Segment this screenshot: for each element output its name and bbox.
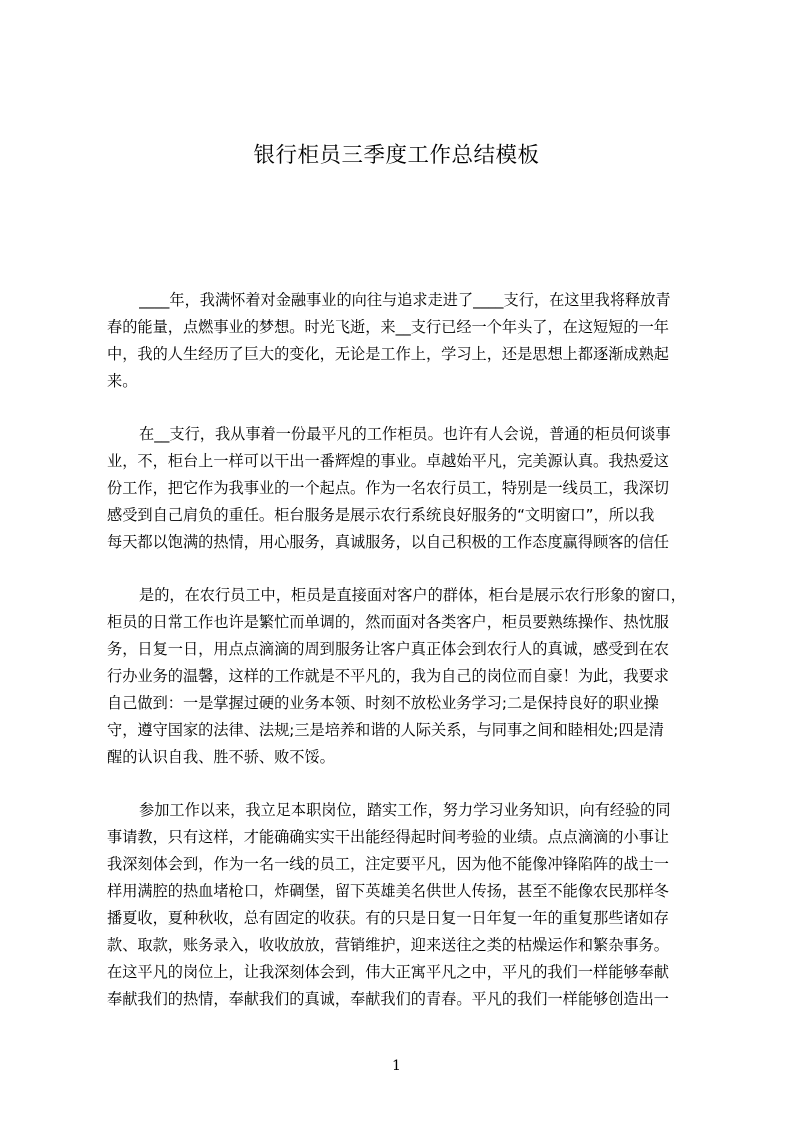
paragraph-line: 每天都以饱满的热情，用心服务，真诚服务，以自己积极的工作态度赢得顾客的信任 [107, 533, 669, 551]
paragraph-line: 醒的认识自我、胜不骄、败不馁。 [107, 748, 335, 766]
paragraph-line: 自己做到：一是掌握过硬的业务本领、时刻不放松业务学习;二是保持良好的职业操 [107, 694, 659, 712]
paragraph-line: 春的能量，点燃事业的梦想。时光飞逝，来__支行已经一个年头了，在这短短的一年 [107, 318, 669, 336]
paragraph-line: 份工作，把它作为我事业的一个起点。作为一名农行员工，特别是一线员工，我深切 [107, 479, 669, 497]
paragraph-line: 感受到自己肩负的重任。柜台服务是展示农行系统良好服务的“文明窗口”，所以我 [107, 506, 655, 524]
paragraph-line: 是的，在农行员工中，柜员是直接面对客户的群体，柜台是展示农行形象的窗口， [139, 586, 686, 604]
paragraph-line: 播夏收，夏种秋收，总有固定的收获。有的只是日复一日年复一年的重复那些诸如存 [107, 909, 669, 927]
paragraph-line: 样用满腔的热血堵枪口，炸碉堡，留下英雄美名供世人传扬，甚至不能像农民那样冬 [107, 882, 669, 900]
paragraph-line: ____年，我满怀着对金融事业的向往与追求走进了____支行，在这里我将释放青 [139, 291, 671, 309]
paragraph-line: 我深刻体会到，作为一名一线的员工，注定要平凡，因为他不能像冲锋陷阵的战士一 [107, 855, 669, 873]
paragraph-line: 来。 [107, 372, 138, 390]
paragraph-line: 款、取款，账务录入，收收放放，营销维护，迎来送往之类的枯燥运作和繁杂事务。 [107, 936, 669, 954]
page-title: 银行柜员三季度工作总结模板 [253, 143, 540, 168]
paragraph-line: 事请教，只有这样，才能确确实实干出能经得起时间考验的业绩。点点滴滴的小事让 [107, 828, 669, 846]
paragraph-line: 务，日复一日，用点点滴滴的周到服务让客户真正体会到农行人的真诚，感受到在农 [107, 640, 669, 658]
paragraph-line: 柜员的日常工作也许是繁忙而单调的，然而面对各类客户，柜员要熟练操作、热忱服 [107, 613, 669, 631]
paragraph-line: 在这平凡的岗位上，让我深刻体会到，伟大正寓平凡之中，平凡的我们一样能够奉献 [107, 963, 669, 981]
page-number: 1 [392, 1058, 401, 1074]
paragraph-line: 业，不，柜台上一样可以干出一番辉煌的事业。卓越始平凡，完美源认真。我热爱这 [107, 452, 669, 470]
paragraph-line: 奉献我们的热情，奉献我们的真诚，奉献我们的青春。平凡的我们一样能够创造出一 [107, 990, 669, 1008]
paragraph-line: 守，遵守国家的法律、法规;三是培养和谐的人际关系，与同事之间和睦相处;四是清 [107, 721, 664, 739]
paragraph-line: 行办业务的温馨，这样的工作就是不平凡的，我为自己的岗位而自豪！为此，我要求 [107, 667, 669, 685]
paragraph-line: 中，我的人生经历了巨大的变化，无论是工作上，学习上，还是思想上都逐渐成熟起 [107, 345, 669, 363]
paragraph-line: 参加工作以来，我立足本职岗位，踏实工作，努力学习业务知识，向有经验的同 [139, 801, 671, 819]
paragraph-line: 在__支行，我从事着一份最平凡的工作柜员。也许有人会说，普通的柜员何谈事 [139, 425, 671, 443]
